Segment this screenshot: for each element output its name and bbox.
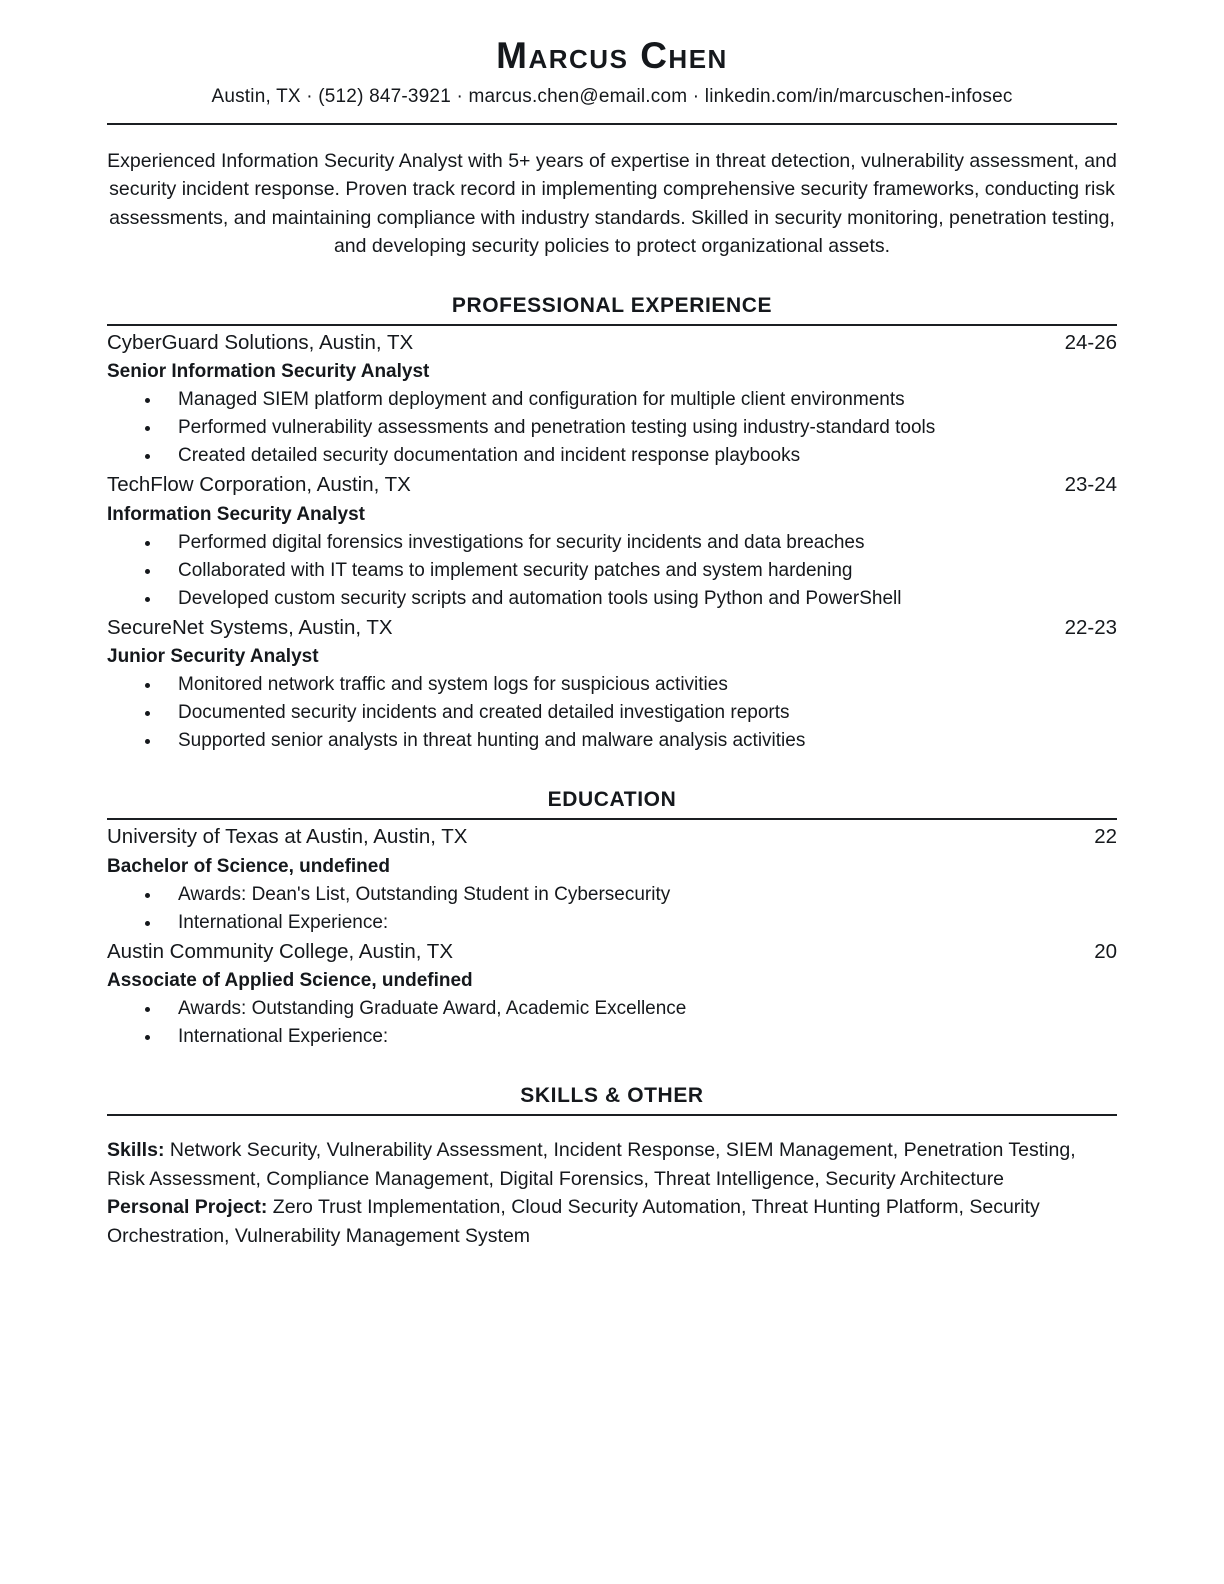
resume-document [107, 0, 1117, 1250]
company-name: SecureNet Systems, Austin, TX [107, 615, 393, 639]
job-title: Senior Information Security Analyst [107, 361, 430, 383]
skills-divider [107, 1114, 1117, 1116]
bullet-item: • Performed vulnerability assessments and penetration testing using industry-standard tools [162, 414, 1117, 442]
bullet-item: • Documented security incidents and created detailed investigation reports [162, 699, 1117, 727]
date-range: 20 [1094, 939, 1117, 963]
school-name: Austin Community College, Austin, TX [107, 939, 453, 963]
summary-paragraph: Experienced Information Security Analyst with 5+ years of expertise in threat detection, vulnerability assessment, and security incident response. Proven track record in implementing comprehensive security frameworks, conducting risk assessments, and maintaining compliance with industry standards. Skilled in security monitoring, penetration testing, and developing security policies to protect organizational assets. [107, 149, 1117, 258]
bullet-item: • Developed custom security scripts and automation tools using Python and PowerShell [162, 585, 1117, 613]
job-title: Information Security Analyst [107, 503, 365, 525]
degree-title: Bachelor of Science, undefined [107, 855, 390, 877]
section-experience [107, 293, 1117, 756]
bullet-item: • Monitored network traffic and system logs for suspicious activities [162, 671, 1117, 699]
job-bullets [107, 529, 1117, 613]
bullet-item: • Performed digital forensics investigations for security incidents and data breaches [162, 529, 1117, 557]
skills-line [107, 1136, 1117, 1193]
education-entry [107, 822, 1117, 937]
resume-name: Marcus Chen [496, 35, 728, 76]
job-entry [107, 470, 1117, 613]
company-name: TechFlow Corporation, Austin, TX [107, 473, 411, 497]
company-name: CyberGuard Solutions, Austin, TX [107, 330, 414, 354]
skills-list: Network Security, Vulnerability Assessment, Incident Response, SIEM Management, Penetration Testing, Risk Assessment, Compliance Management, Digital Forensics, Threat Intelligence, Security Architecture [107, 1139, 1076, 1190]
project-list: Zero Trust Implementation, Cloud Security Automation, Threat Hunting Platform, Security Orchestration, Vulnerability Management System [107, 1196, 1040, 1247]
section-title-skills: SKILLS & OTHER [520, 1084, 704, 1108]
skills-label: Skills: [107, 1139, 165, 1162]
job-title: Junior Security Analyst [107, 646, 319, 668]
job-entry [107, 613, 1117, 756]
bullet-item: • Supported senior analysts in threat hunting and malware analysis activities [162, 727, 1117, 755]
project-line [107, 1193, 1117, 1250]
section-title-experience: PROFESSIONAL EXPERIENCE [451, 293, 773, 317]
job-bullets [107, 671, 1117, 755]
date-range: 22-23 [1064, 615, 1117, 639]
job-bullets [107, 386, 1117, 470]
degree-title: Associate of Applied Science, undefined [107, 970, 473, 992]
date-range: 22 [1094, 825, 1117, 849]
education-bullets [107, 881, 1117, 937]
header-divider [107, 123, 1117, 125]
education-entry [107, 937, 1117, 1052]
section-education [107, 787, 1117, 1051]
date-range: 23-24 [1064, 473, 1117, 497]
date-range: 24-26 [1064, 330, 1117, 354]
bullet-item: • Created detailed security documentation and incident response playbooks [162, 442, 1117, 470]
bullet-item: • Managed SIEM platform deployment and configuration for multiple client environments [162, 386, 1117, 414]
contact-line: Austin, TX · (512) 847-3921 · marcus.chen@email.com · linkedin.com/in/marcuschen-infosec [211, 85, 1013, 107]
section-skills-other [107, 1083, 1117, 1250]
job-entry [107, 328, 1117, 471]
bullet-item: • International Experience: [162, 909, 1117, 937]
school-name: University of Texas at Austin, Austin, TX [107, 825, 468, 849]
bullet-item: • Awards: Dean's List, Outstanding Student in Cybersecurity [162, 881, 1117, 909]
bullet-item: • International Experience: [162, 1023, 1117, 1051]
section-title-education: EDUCATION [547, 788, 677, 812]
education-divider [107, 818, 1117, 820]
bullet-item: • Awards: Outstanding Graduate Award, Academic Excellence [162, 995, 1117, 1023]
education-bullets [107, 995, 1117, 1051]
experience-divider [107, 324, 1117, 326]
bullet-item: • Collaborated with IT teams to implement security patches and system hardening [162, 557, 1117, 585]
project-label: Personal Project: [107, 1196, 268, 1219]
